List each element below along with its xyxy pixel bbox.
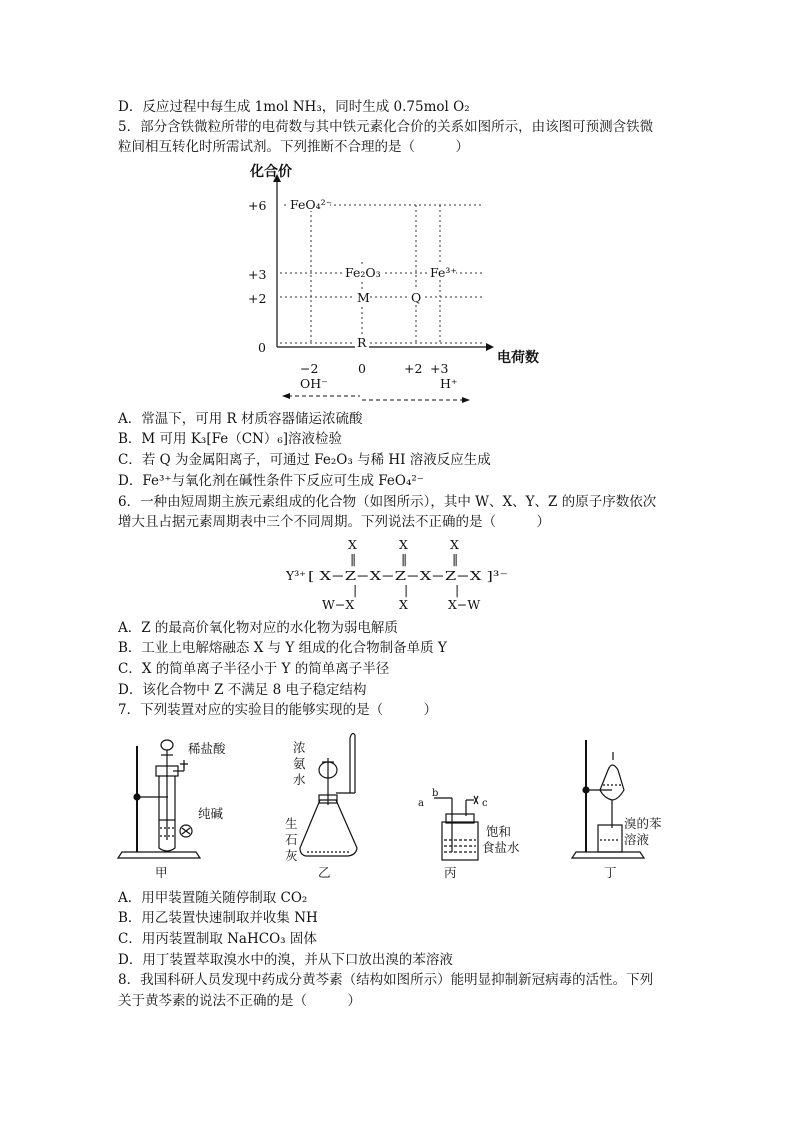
q6-stem: 6．一种由短周期主族元素组成的化合物（如图所示），其中 W、X、Y、Z 的原子序数依次 [118, 494, 657, 510]
point-r: R [357, 335, 367, 350]
yi-solid: 生 [285, 816, 298, 831]
point-feo4: FeO₄²⁻ [290, 197, 333, 212]
q6-stem-cont: 增大且占据元素周期表中三个不同周期。下列说法不正确的是（ ） [118, 514, 550, 530]
structure-bottom: X [399, 597, 408, 612]
yi-solid: 石 [285, 832, 298, 847]
q5-option-d: D．Fe³⁺与氧化剂在碱性条件下反应可生成 FeO₄²⁻ [118, 473, 424, 489]
bing-port-b: b [432, 788, 439, 799]
q7-option-b: B．用乙装置快速制取并收集 NH [118, 910, 318, 926]
structure-single-bond: | [455, 582, 460, 597]
y-tick-label: +3 [248, 267, 267, 282]
point-fe3: Fe³⁺ [430, 265, 457, 280]
structure-double-bond: ‖ [452, 551, 459, 566]
x-tick-label: +3 [430, 361, 449, 376]
yi-name: 乙 [318, 865, 331, 880]
point-q: Q [411, 290, 422, 305]
q5-option-a: A．常温下，可用 R 材质容器储运浓硫酸 [118, 411, 363, 427]
q5-stem: 5．部分含铁微粒所带的电荷数与其中铁元素化合价的关系如图所示，由该图可预测含铁微 [118, 119, 654, 135]
structure-cation: Y³⁺ [286, 568, 306, 583]
apparatus-yi [300, 734, 357, 856]
jia-reagent-1: 稀盐酸 [188, 741, 226, 756]
arrow-label-oh: OH⁻ [300, 376, 328, 391]
structure-single-bond: | [404, 582, 409, 597]
q6-option-b: B．工业上电解熔融态 X 与 Y 组成的化合物制备单质 Y [118, 640, 447, 656]
structure-main-chain: [ X−Z−X−Z−X−Z−X ]³⁻ [308, 568, 508, 583]
y-tick-label: +6 [248, 198, 267, 213]
arrow-label-h: H⁺ [440, 376, 458, 391]
x-axis-label: 电荷数 [497, 350, 539, 366]
yi-reagent: 水 [293, 772, 306, 787]
q8-stem: 8．我国科研人员发现中药成分黄芩素（结构如图所示）能明显抑制新冠病毒的活性。下列 [118, 972, 654, 988]
structure-double-bond: ‖ [350, 551, 357, 566]
bing-reagent: 饱和 [486, 824, 512, 839]
q8-stem-cont: 关于黄芩素的说法不正确的是（ ） [118, 993, 361, 1009]
q6-option-a: A．Z 的最高价氧化物对应的水化物为弱电解质 [118, 620, 398, 636]
q7-stem: 7．下列装置对应的实验目的能够实现的是（ ） [118, 702, 438, 718]
point-m: M [357, 290, 370, 305]
bing-reagent: 食盐水 [482, 840, 520, 855]
structure-double-bond: ‖ [401, 551, 408, 566]
apparatus-jia [118, 740, 200, 858]
q7-option-a: A．用甲装置随关随停制取 CO₂ [118, 890, 308, 906]
x-tick-label: −2 [300, 361, 319, 376]
x-tick-label: 0 [358, 361, 366, 376]
structure-formula [0, 533, 794, 613]
ding-name: 丁 [604, 865, 617, 880]
point-fe2o3: Fe₂O₃ [345, 265, 381, 280]
yi-reagent: 氨 [293, 756, 306, 771]
ding-reagent: 溴的苯 [624, 816, 662, 831]
structure-bottom: X−W [448, 597, 481, 612]
q7-option-d: D．用丁装置萃取溴水中的溴，并从下口放出溴的苯溶液 [118, 952, 453, 968]
structure-single-bond: | [353, 582, 358, 597]
q6-option-d: D．该化合物中 Z 不满足 8 电子稳定结构 [118, 682, 367, 698]
q5-stem-cont: 粒间相互转化时所需试剂。下列推断不合理的是（ ） [118, 139, 469, 155]
y-tick-label: 0 [258, 340, 266, 355]
q6-option-c: C．X 的简单离子半径小于 Y 的简单离子半径 [118, 661, 390, 677]
structure-top-x: X [348, 537, 357, 552]
bing-port-a: a [418, 798, 424, 809]
q7-option-c: C．用丙装置制取 NaHCO₃ 固体 [118, 931, 317, 947]
jia-name: 甲 [155, 865, 168, 880]
yi-reagent: 浓 [293, 740, 306, 755]
apparatus-figure [0, 722, 794, 882]
structure-top-x: X [450, 537, 459, 552]
bing-name: 丙 [444, 865, 457, 880]
structure-top-x: X [399, 537, 408, 552]
y-axis-label: 化合价 [250, 164, 292, 180]
jia-reagent-2: 纯碱 [198, 806, 224, 821]
structure-bottom: W−X [322, 597, 355, 612]
bing-port-c: c [482, 798, 488, 809]
valence-charge-chart [0, 155, 794, 415]
apparatus-bing [434, 796, 478, 860]
x-axis-arrow [486, 343, 494, 351]
y-tick-label: +2 [248, 291, 267, 306]
q5-option-b: B．M 可用 K₃[Fe（CN）₆]溶液检验 [118, 431, 343, 447]
q5-option-c: C．若 Q 为金属阳离子，可通过 Fe₂O₃ 与稀 HI 溶液反应生成 [118, 452, 491, 468]
q4-option-d: D．反应过程中每生成 1mol NH₃，同时生成 0.75mol O₂ [118, 99, 470, 115]
ding-reagent: 溶液 [624, 832, 650, 847]
x-tick-label: +2 [404, 361, 423, 376]
yi-solid: 灰 [285, 848, 298, 863]
